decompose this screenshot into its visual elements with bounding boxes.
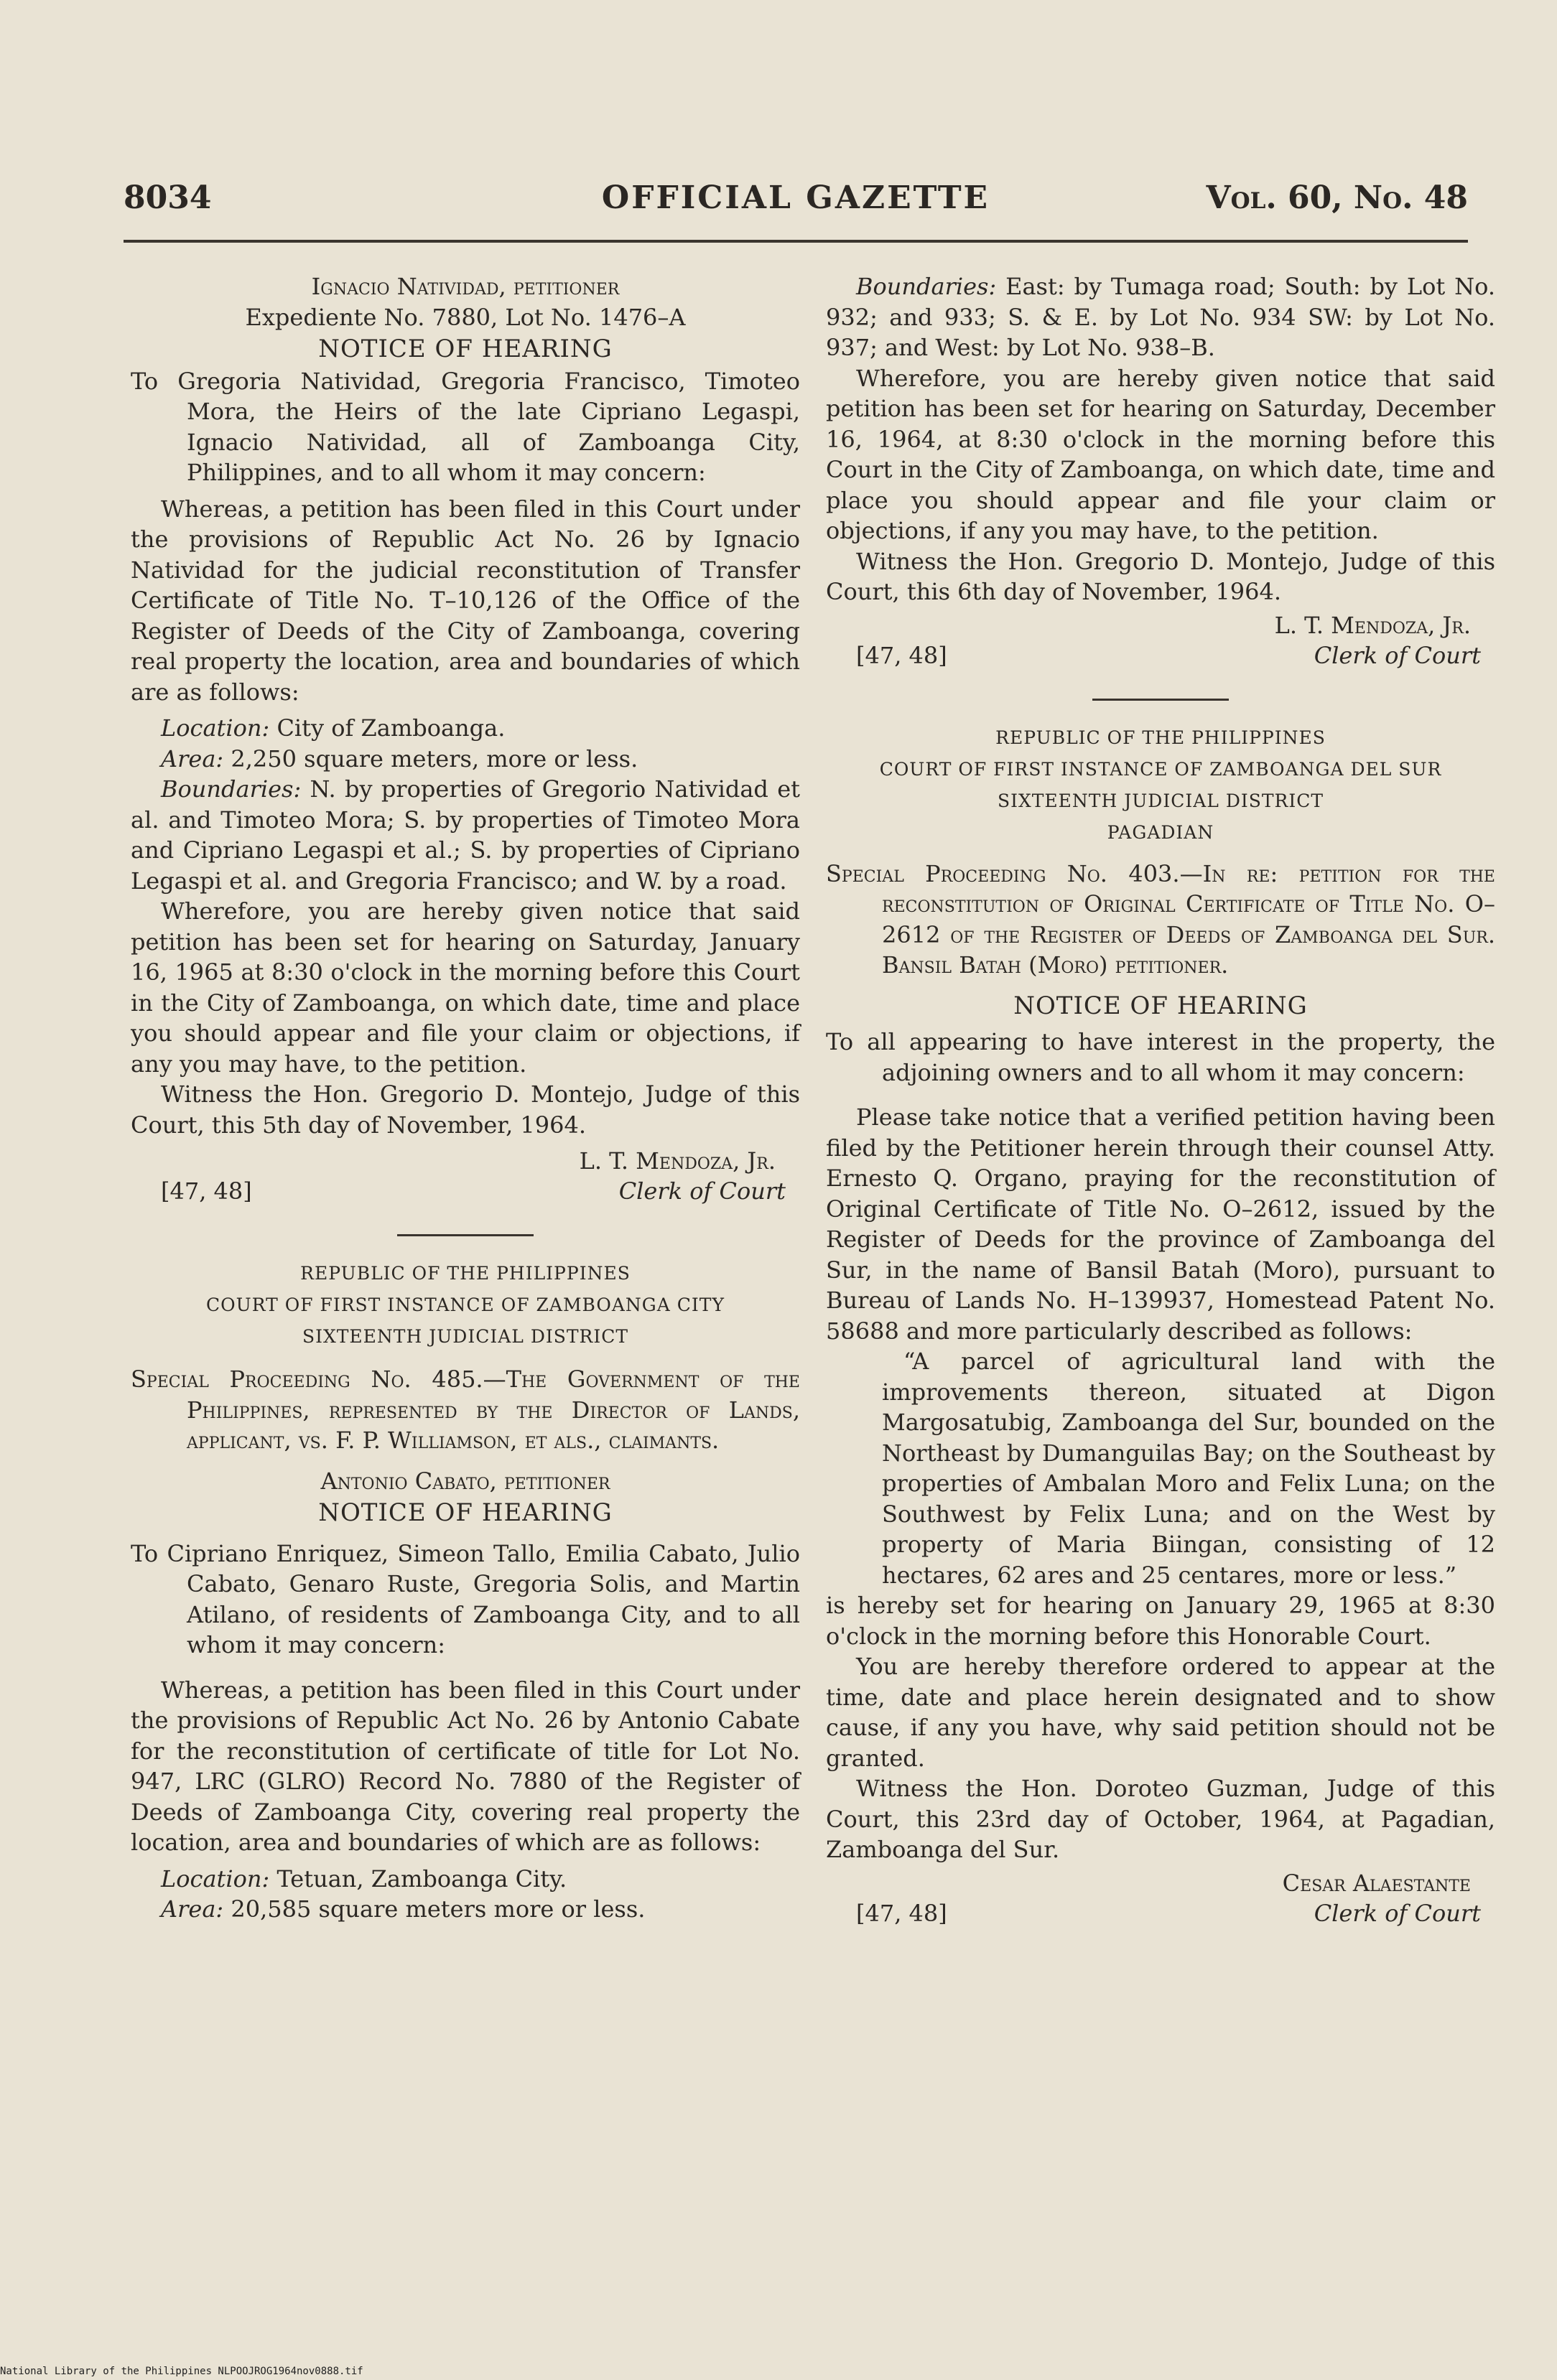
wherefore-paragraph: Wherefore, you are hereby given notice that said petition has been set for hearing on Saturday, December 16, 1964, at 8:30 o'clock in the morning before this Court in the City of Zamboanga, on which date, time and place you should appear and file your claim or objections, if any you may have, to the petition. [826,364,1495,544]
addressee-paragraph: To all appearing to have interest in the property, the adjoining owners and to all whom it may concern: [826,1028,1495,1086]
signature-block [826,610,1495,671]
signer-title: Clerk of Court [618,1177,786,1205]
section-separator [1092,699,1229,701]
boundaries-paragraph [131,774,800,896]
signature-block [826,1868,1495,1929]
area-line [131,744,800,775]
page-header [124,179,1468,231]
page-number: 8034 [124,179,212,216]
wherefore-paragraph: Wherefore, you are hereby given notice that said petition has been set for hearing on Saturday, January 16, 1965 at 8:30 o'clock in the morning before this Court in the City of Zamboanga, on which date, time and place you should appear and file your claim or objections, if any you may have, to the petition. [131,897,800,1078]
publication-title: OFFICIAL GAZETTE [601,179,990,216]
whereas-paragraph: Whereas, a petition has been filed in this Court under the provisions of Republic Act No. 26 by Antonio Cabate for the reconstitution of certificate of title for Lot No. 947, LRC (GLRO) Record No. 7880 of the Register of Deeds of Zamboanga City, covering real property the location, area and boundaries of which are as follows: [131,1676,800,1856]
location-label: Location: [161,1865,270,1893]
court-heading-2: COURT OF FIRST INSTANCE OF ZAMBOANGA DEL SUR [879,758,1442,780]
witness-paragraph: Witness the Hon. Gregorio D. Montejo, Judge of this Court, this 6th day of November, 1964. [826,547,1495,605]
addressee-paragraph: To Cipriano Enriquez, Simeon Tallo, Emilia Cabato, Julio Cabato, Genaro Ruste, Gregoria Solis, and Martin Atilano, of residents of Zamboanga City, and to all whom it may concern: [131,1539,800,1658]
witness-paragraph: Witness the Hon. Doroteo Guzman, Judge of this Court, this 23rd day of October, 1964, at Pagadian, Zamboanga del Sur. [826,1775,1495,1863]
section-separator [397,1234,534,1236]
witness-paragraph: Witness the Hon. Gregorio D. Montejo, Judge of this Court, this 5th day of November, 1964. [131,1081,800,1139]
area-label: Area: [161,1895,224,1923]
hearing-paragraph: is hereby set for hearing on January 29, 1965 at 8:30 o'clock in the morning before this Honorable Court. [826,1592,1495,1650]
location-line [131,713,800,744]
special-proceeding-paragraph: Special Proceeding No. 403.—In re: petition for the reconstitution of Original Certificate of Title No. O–2612 of the Register of Deeds of Zamboanga del Sur. Bansil Batah (Moro) petitioner. [826,859,1495,979]
notice-title: NOTICE OF HEARING [318,1498,613,1527]
notice-title: NOTICE OF HEARING [1013,991,1308,1020]
signature-block [131,1146,800,1207]
right-column [826,271,1495,1929]
area-label: Area: [161,745,224,773]
boundaries-value: East: by Tumaga road; South: by Lot No. 932; and 933; S. & E. by Lot No. 934 SW: by Lot No. 937; and West: by Lot No. 938–B. [826,273,1495,361]
volume-number: Vol. 60, No. 48 [1206,179,1468,216]
expediente-line: Expediente No. 7880, Lot No. 1476–A [245,303,686,331]
petitioner-line: Ignacio Natividad, petitioner [311,273,620,300]
court-heading-1: REPUBLIC OF THE PHILIPPINES [995,727,1326,748]
notice-title: NOTICE OF HEARING [318,335,613,363]
special-proceeding-paragraph: Special Proceeding No. 485.—The Government of the Philippines, represented by the Director of Lands, applicant, vs. F. P. Williamson, et als., claimants. [131,1366,800,1454]
court-heading-2: COURT OF FIRST INSTANCE OF ZAMBOANGA CITY [206,1294,725,1315]
area-line [131,1894,800,1925]
please-paragraph: Please take notice that a verified petition having been filed by the Petitioner herein through their counsel Atty. Ernesto Q. Organo, praying for the reconstitution of Original Certificate of Title No. O–2612, issued by the Register of Deeds for the province of Zamboanga del Sur, in the name of Bansil Batah (Moro), pursuant to Bureau of Lands No. H–139937, Homestead Patent No. 58688 and more particularly described as follows: [826,1103,1495,1345]
court-heading-3: SIXTEENTH JUDICIAL DISTRICT [302,1326,629,1347]
property-description-quote: “A parcel of agricultural land with the improvements thereon, situated at Digon Margosatubig, Zamboanga del Sur, bounded on the Northeast by Dumanguilas Bay; on the Southeast by properties of Ambalan Moro and Felix Luna; on the Southwest by Felix Luna; and on the West by property of Maria Biingan, consisting of 12 hectares, 62 ares and 25 centares, more or less.” [882,1348,1495,1589]
addressee-paragraph: To Gregoria Natividad, Gregoria Francisco, Timoteo Mora, the Heirs of the late Cipriano Legaspi, Ignacio Natividad, all of Zamboanga City, Philippines, and to all whom it may concern: [131,367,800,486]
boundaries-label: Boundaries: [161,775,302,803]
boundaries-value: N. by properties of Gregorio Natividad et al. and Timoteo Mora; S. by properties of Timoteo Mora and Cipriano Legaspi et al.; S. by properties of Cipriano Legaspi et al. and Gregoria Francisco; and W. by a road. [131,775,800,895]
area-value: 20,585 square meters more or less. [223,1895,646,1923]
boundaries-paragraph [826,271,1495,363]
court-heading-3: SIXTEENTH JUDICIAL DISTRICT [997,790,1324,811]
location-label: Location: [161,714,270,742]
whereas-paragraph: Whereas, a petition has been filed in this Court under the provisions of Republic Act No. 26 by Ignacio Natividad for the judicial reconstitution of Transfer Certificate of Title No. T–10,126 of the Office of the Register of Deeds of the City of Zamboanga, covering real property the location, area and boundaries of which are as follows: [131,495,800,706]
left-column [131,271,800,1925]
area-value: 2,250 square meters, more or less. [223,745,638,773]
location-value: Tetuan, Zamboanga City. [269,1865,567,1893]
scan-footer: National Library of the Philippines NLPOOJROG1964nov0888.tif [0,2366,363,2377]
issue-reference: [47, 48] [856,1899,947,1927]
signer-name: Cesar Alaestante [1282,1869,1471,1897]
ordered-paragraph: You are hereby therefore ordered to appear at the time, date and place herein designated and to show cause, if any you have, why said petition should not be granted. [826,1653,1495,1772]
petitioner-line: Antonio Cabato, petitioner [320,1467,610,1495]
location-value: City of Zamboanga. [269,714,506,742]
header-rule [124,240,1468,243]
court-heading-1: REPUBLIC OF THE PHILIPPINES [300,1263,631,1284]
signer-title: Clerk of Court [1314,1899,1481,1927]
court-heading-4: PAGADIAN [1107,821,1214,843]
location-line [131,1864,800,1895]
signer-name: L. T. Mendoza, Jr. [1274,611,1471,639]
signer-title: Clerk of Court [1314,641,1481,669]
issue-reference: [47, 48] [856,641,947,669]
issue-reference: [47, 48] [161,1177,252,1205]
boundaries-label: Boundaries: [856,273,997,300]
signer-name: L. T. Mendoza, Jr. [579,1147,776,1175]
